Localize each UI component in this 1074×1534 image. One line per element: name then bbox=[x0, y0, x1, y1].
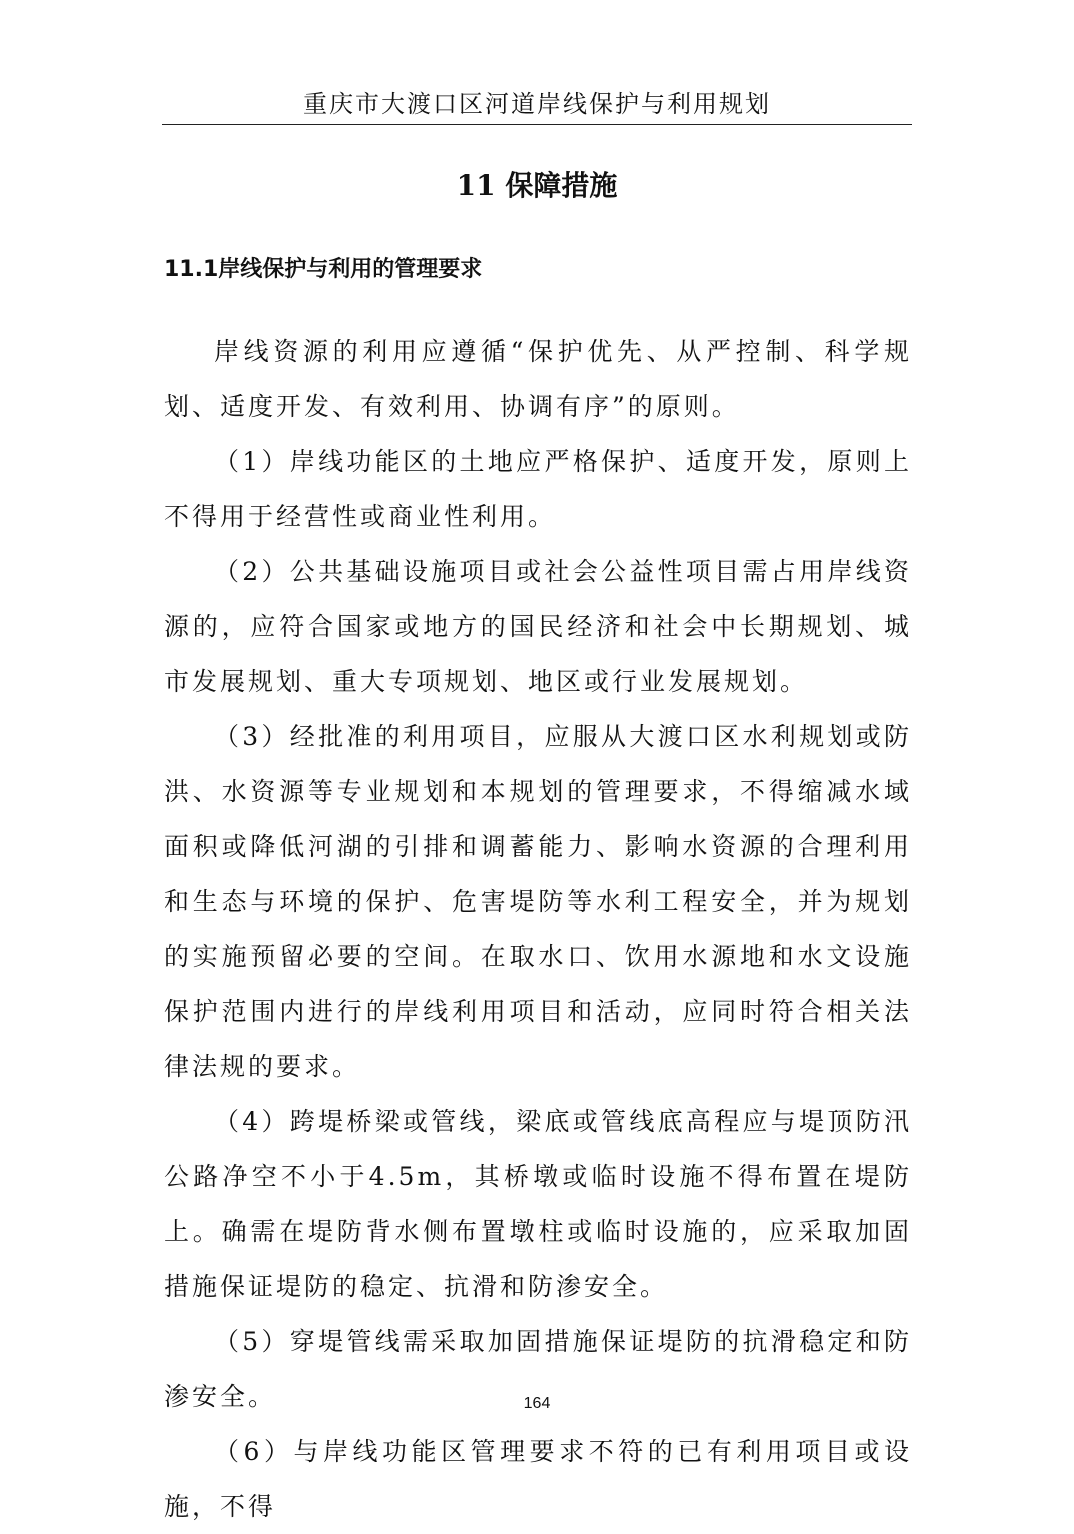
paragraph-item-6: （6）与岸线功能区管理要求不符的已有利用项目或设施，不得 bbox=[164, 1437, 912, 1521]
body-text bbox=[164, 324, 912, 1534]
chapter-title: 11 保障措施 bbox=[456, 169, 618, 202]
header-divider bbox=[162, 124, 912, 125]
running-header: 重庆市大渡口区河道岸线保护与利用规划 bbox=[303, 90, 771, 118]
paragraph-item-1: （1）岸线功能区的土地应严格保护、适度开发，原则上不得用于经营性或商业性利用。 bbox=[164, 447, 912, 531]
paragraph-item-4: （4）跨堤桥梁或管线，梁底或管线底高程应与堤顶防汛公路净空不小于4.5m，其桥墩或临时设施不得布置在堤防上。确需在堤防背水侧布置墩柱或临时设施的，应采取加固措施保证堤防的稳定、抗滑和防渗安全。 bbox=[164, 1107, 912, 1301]
paragraph-item-5: （5）穿堤管线需采取加固措施保证堤防的抗滑稳定和防渗安全。 bbox=[164, 1327, 912, 1411]
paragraph-item-2: （2）公共基础设施项目或社会公益性项目需占用岸线资源的，应符合国家或地方的国民经济和社会中长期规划、城市发展规划、重大专项规划、地区或行业发展规划。 bbox=[164, 557, 912, 696]
section-heading: 11.1岸线保护与利用的管理要求 bbox=[164, 257, 483, 282]
paragraph-item-3: （3）经批准的利用项目，应服从大渡口区水利规划或防洪、水资源等专业规划和本规划的管理要求，不得缩减水域面积或降低河湖的引排和调蓄能力、影响水资源的合理利用和生态与环境的保护、危害堤防等水利工程安全，并为规划的实施预留必要的空间。在取水口、饮用水源地和水文设施保护范围内进行的岸线利用项目和活动，应同时符合相关法律法规的要求。 bbox=[164, 722, 912, 1081]
paragraph-principle: 岸线资源的利用应遵循“保护优先、从严控制、科学规划、适度开发、有效利用、协调有序”的原则。 bbox=[164, 337, 912, 421]
page-number: 164 bbox=[523, 1395, 551, 1412]
